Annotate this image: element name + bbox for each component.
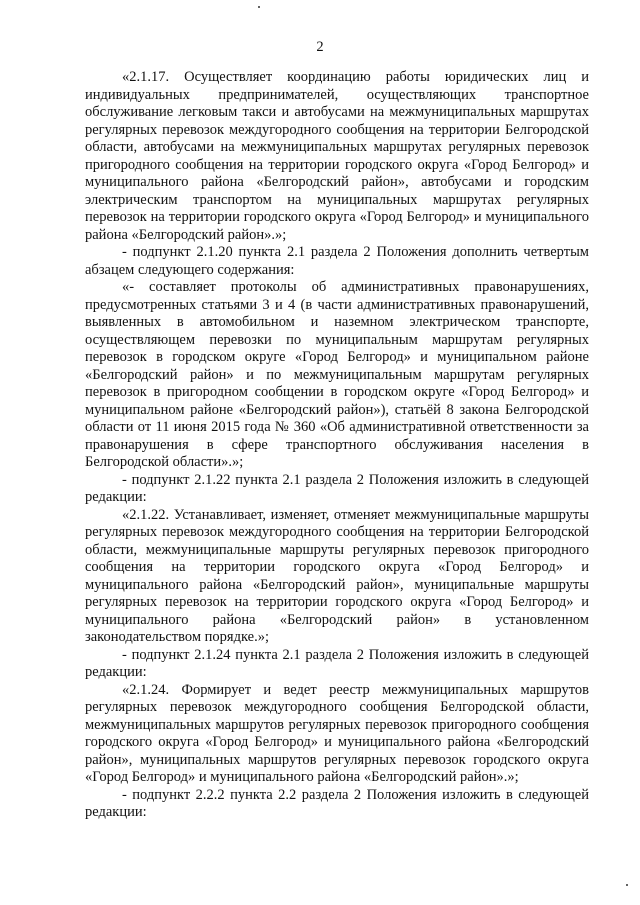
paragraph-amend-2-2-2: - подпункт 2.2.2 пункта 2.2 раздела 2 Положения изложить в следующей редакции:	[85, 786, 589, 820]
paragraph-2-1-17: «2.1.17. Осуществляет координацию работы юридических лиц и индивидуальных предпринимателей, осуществляющих транспортное обслуживание легковым такси и автобусами на межмуниципальных маршрутах регулярных перевозок междугородного сообщения на территории Белгородской области, автобусами на межмуниципальных маршрутах регулярных перевозок пригородного сообщения на территории городского округа «Город Белгород» и муниципального района «Белгородский район», автобусами и городским электрическим транспортом на муниципальных маршрутах регулярных перевозок на территории городского округа «Город Белгород» и муниципального района «Белгородский район».»;	[85, 69, 589, 243]
paragraph-amend-2-1-20: - подпункт 2.1.20 пункта 2.1 раздела 2 Положения дополнить четвертым абзацем следующего содержания:	[85, 244, 589, 278]
document-body	[85, 69, 589, 822]
paragraph-2-1-22: «2.1.22. Устанавливает, изменяет, отменяет межмуниципальные маршруты регулярных перевозок междугородного сообщения на территории Белгородской области, межмуниципальные маршруты регулярных перевозок пригородного сообщения на территории городского округа «Город Белгород» и муниципального района «Белгородский район», муниципальные маршруты регулярных перевозок на территории городского округа «Город Белгород» и муниципального района «Белгородский район» в установленном законодательством порядке.»;	[85, 506, 589, 645]
scan-speck	[626, 884, 628, 886]
page-number: 2	[316, 39, 324, 55]
paragraph-amend-2-1-22: - подпункт 2.1.22 пункта 2.1 раздела 2 Положения изложить в следующей редакции:	[85, 471, 589, 505]
scan-speck	[258, 6, 260, 8]
paragraph-amend-2-1-24: - подпункт 2.1.24 пункта 2.1 раздела 2 Положения изложить в следующей редакции:	[85, 646, 589, 680]
paragraph-2-1-24: «2.1.24. Формирует и ведет реестр межмуниципальных маршрутов регулярных перевозок междугородного сообщения Белгородской области, межмуниципальных маршрутов регулярных перевозок пригородного сообщения городского округа «Город Белгород» и муниципального района «Белгородский район», муниципальных маршрутов регулярных перевозок городского округа «Город Белгород» и муниципального района «Белгородский район».»;	[85, 681, 589, 785]
paragraph-protocols: «- составляет протоколы об административных правонарушениях, предусмотренных статьями 3 и 4 (в части административных правонарушений, выявленных в автомобильном и наземном электрическом транспорте, осуществляющем перевозки по муниципальным маршрутам регулярных перевозок в городском округе «Город Белгород» и муниципальном районе «Белгородский район» и по межмуниципальным маршрутам регулярных перевозок в пригородном сообщении в городском округе «Город Белгород» и муниципальном районе «Белгородский район»), статьёй 8 закона Белгородской области от 11 июня 2015 года № 360 «Об административной ответственности за правонарушения в сфере транспортного обслуживания населения в Белгородской области».»;	[85, 279, 589, 470]
